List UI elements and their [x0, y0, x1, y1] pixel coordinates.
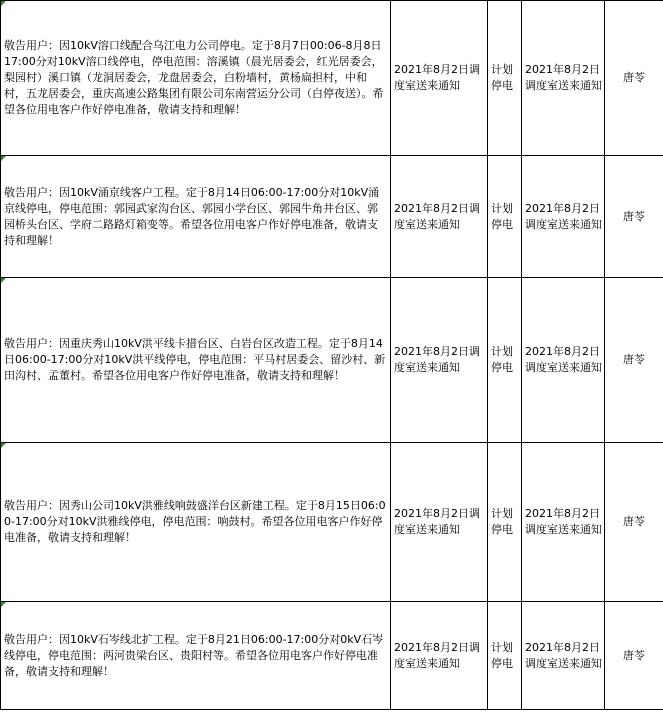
person-text: 唐苓: [623, 209, 645, 223]
date-text: 2021年8月2日调度室送来通知: [525, 345, 602, 374]
person-text: 唐苓: [623, 515, 645, 528]
notice-cell: [1, 443, 391, 602]
person-text: 唐苓: [623, 648, 645, 662]
source-cell: [391, 602, 488, 710]
type-text: 计划停电: [491, 640, 513, 670]
notice-text: 敬告用户：因秀山公司10kV洪雅线响鼓盛洋台区新建工程。定于8月15日06:00-17:00分对10kV洪雅线停电，停电范围：响鼓村。希望各位用电客户作好停电准备，敬请支持和理解！: [4, 499, 386, 544]
type-text: 计划停电: [491, 345, 513, 374]
cell-marker-icon: [1, 443, 6, 448]
person-cell: [605, 278, 663, 443]
source-cell: [391, 443, 488, 602]
date-cell: [522, 278, 605, 443]
table-row: [1, 443, 663, 602]
source-text: 2021年8月2日调度室送来通知: [394, 201, 480, 231]
source-cell: [391, 278, 488, 443]
date-text: 2021年8月2日调度室送来通知: [525, 63, 602, 92]
type-cell: [488, 278, 522, 443]
notice-cell: [1, 1, 391, 156]
person-cell: [605, 602, 663, 710]
person-cell: [605, 443, 663, 602]
cell-marker-icon: [1, 1, 6, 6]
type-text: 计划停电: [491, 507, 513, 536]
notice-cell: [1, 156, 391, 278]
notice-text: 敬告用户：因10kV溶口线配合乌江电力公司停电。定于8月7日00:06-8月8日17:00分对10kV溶口线停电，停电范围：溶溪镇（晨光居委会，红光居委会，梨园村）溪口镇（龙洞居委会，龙盘居委会，白粉墙村，黄杨扁担村，中和村，五龙居委会，重庆高速公路集团有限公司东南营运分公司（白停夜送）。希望各位用电客户作好停电准备，敬请支持和理解！: [4, 39, 384, 116]
date-text: 2021年8月2日调度室送来通知: [525, 507, 602, 536]
table-row: [1, 1, 663, 156]
date-cell: [522, 443, 605, 602]
table-row: [1, 602, 663, 710]
source-cell: [391, 156, 488, 278]
person-cell: [605, 156, 663, 278]
type-cell: [488, 1, 522, 156]
cell-marker-icon: [1, 156, 6, 161]
source-cell: [391, 1, 488, 156]
type-text: 计划停电: [491, 201, 513, 231]
type-cell: [488, 156, 522, 278]
notice-text: 敬告用户：因10kV涌京线客户工程。定于8月14日06:00-17:00分对10kV涌京线停电，停电范围：郭园武家沟台区、郭园小学台区、郭园牛角井台区、郭园桥头台区、学府二路路灯箱变等。希望各位用电客户作好停电准备，敬请支持和理解！: [4, 185, 380, 247]
table-row: [1, 156, 663, 278]
cell-marker-icon: [1, 602, 6, 607]
type-cell: [488, 602, 522, 710]
table-row: [1, 278, 663, 443]
date-cell: [522, 1, 605, 156]
notice-cell: [1, 278, 391, 443]
type-text: 计划停电: [491, 63, 513, 92]
date-text: 2021年8月2日调度室送来通知: [525, 201, 602, 231]
person-text: 唐苓: [623, 353, 645, 366]
source-text: 2021年8月2日调度室送来通知: [394, 640, 480, 670]
source-text: 2021年8月2日调度室送来通知: [394, 507, 480, 536]
type-cell: [488, 443, 522, 602]
person-cell: [605, 1, 663, 156]
notice-text: 敬告用户：因10kV石岑线北扩工程。定于8月21日06:00-17:00分对0kV石岑线停电，停电范围：两河贵梁台区、贵阳村等。希望各位用电客户作好停电准备，敬请支持和理解！: [4, 632, 384, 678]
person-text: 唐苓: [623, 71, 645, 84]
source-text: 2021年8月2日调度室送来通知: [394, 63, 480, 92]
notice-text: 敬告用户：因重庆秀山10kV洪平线卡措台区、白岩台区改造工程。定于8月14日06:00-17:00分对10kV洪平线停电，停电范围：平马村居委会、留沙村、新田沟村、孟董村。希望各位用电客户作好停电准备，敬请支持和理解！: [4, 337, 386, 382]
cell-marker-icon: [1, 278, 6, 283]
notice-cell: [1, 602, 391, 710]
date-cell: [522, 602, 605, 710]
date-text: 2021年8月2日调度室送来通知: [525, 640, 602, 670]
source-text: 2021年8月2日调度室送来通知: [394, 345, 480, 374]
date-cell: [522, 156, 605, 278]
